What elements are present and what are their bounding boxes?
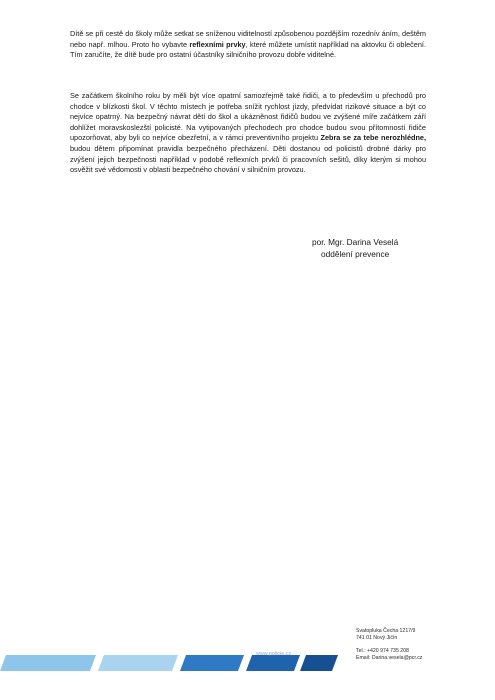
footer-address-city: 741 01 Nový Jičín <box>356 635 398 641</box>
signature-name: por. Mgr. Darina Veselá <box>312 237 399 247</box>
paragraph2-bold-project: Zebra se za tebe nerozhlédne, <box>320 133 426 143</box>
stripe-light-1 <box>0 655 96 671</box>
stripe-dark-3 <box>300 655 338 671</box>
footer-email: Email: Darina.vesela@pcr.cz <box>356 655 423 661</box>
paragraph-reflective-items <box>70 29 426 61</box>
stripe-light-2 <box>98 655 178 671</box>
footer-phone: Tel.: +420 974 735 208 <box>356 648 409 654</box>
paragraph1-text-b: , které můžete umístit například na aktovku či oblečení. Tím zaručíte, že dítě bude pro ostatní účastníky silničního provozu dobře viditelné. <box>70 39 426 60</box>
paragraph1-bold-reflective: reflexními prvky <box>189 39 246 49</box>
paragraph-drivers-caution <box>70 91 426 176</box>
paragraph2-text-a: Se začátkem školního roku by měli být více opatrní samozřejmě také řidiči, a to především u přechodů pro chodce v blízkosti škol. V těchto místech je potřeba snížit rychlost jízdy, předvídat rizikové situace a být co nejvíce opatrný. Na bezpečný návrat dětí do škol a ukázněnost řidičů budou ve zvýšené míře začátkem září dohlížet moravskoslezští policisté. Na vytipovaných přechodech pro chodce budou svou přítomností řidiče upozorňovat, aby byli co nejvíce obezřetní, a v rámci preventivního projektu <box>70 91 426 143</box>
footer-address-street: Svatopluka Čecha 1217/9 <box>356 628 416 634</box>
signature-department: oddělení prevence <box>321 249 390 259</box>
paragraph2-text-b: budou dětem připomínat pravidla bezpečného přecházení. Děti dostanou od policistů drobné dárky pro zvýšení jejich bezpečnosti například v podobě reflexních prvků či pracovních sešitů, díky kterým si mohou osvěžit své vědomosti v oblasti bezpečného chování v silničním provozu. <box>70 143 426 175</box>
footer-website: www.policie.cz <box>256 651 292 657</box>
paragraph1-text-a: Dítě se při cestě do školy může setkat se sníženou viditelností způsobenou pozdějším rozednív áním, deštěm nebo např. mlhou. Proto ho vybavte <box>70 29 426 49</box>
footer-stripes-decoration <box>0 655 340 671</box>
stripe-dark-1 <box>180 655 244 671</box>
stripe-dark-2 <box>246 655 300 671</box>
